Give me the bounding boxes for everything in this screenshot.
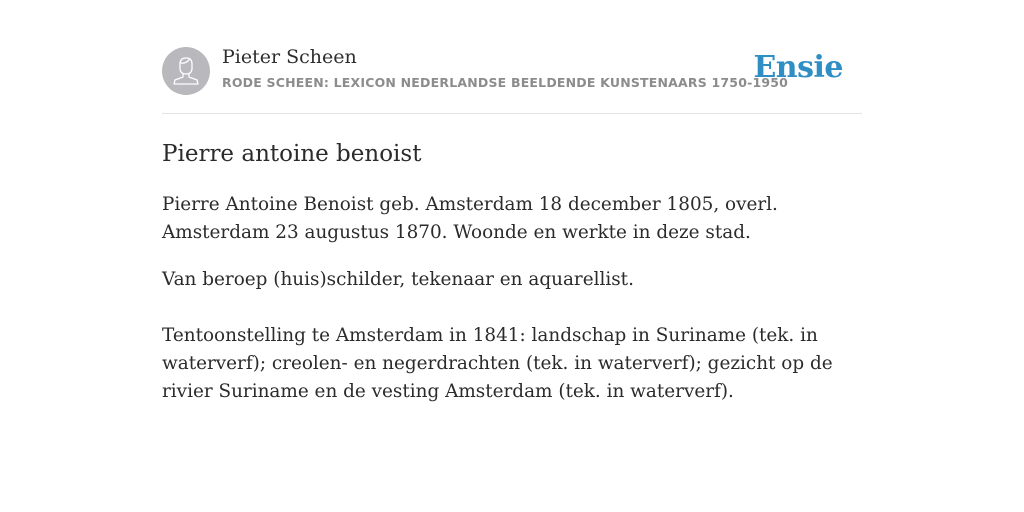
source-title[interactable]: RODE SCHEEN: LEXICON NEDERLANDSE BEELDENDE KUNSTENAARS 1750-1950: [222, 75, 789, 90]
share-card: [162, 46, 862, 406]
article-title: Pierre antoine benoist: [162, 141, 422, 167]
article-paragraph: Pierre Antoine Benoist geb. Amsterdam 18 december 1805, overl. Amsterdam 23 augustus 1870. Woonde en werkte in deze stad.: [162, 194, 778, 243]
author-name[interactable]: Pieter Scheen: [222, 46, 357, 68]
card-header: [162, 46, 862, 114]
article-paragraph: Van beroep (huis)schilder, tekenaar en aquarellist.: [162, 269, 634, 290]
brand-logo[interactable]: Ensie: [753, 50, 843, 85]
user-avatar-icon: [162, 47, 210, 95]
article-paragraph: Tentoonstelling te Amsterdam in 1841: landschap in Suriname (tek. in waterverf); creolen- en negerdrachten (tek. in waterverf); gezicht op de rivier Suriname en de vesting Amsterdam (tek. in waterverf).: [162, 325, 833, 402]
author-avatar: [162, 47, 210, 95]
